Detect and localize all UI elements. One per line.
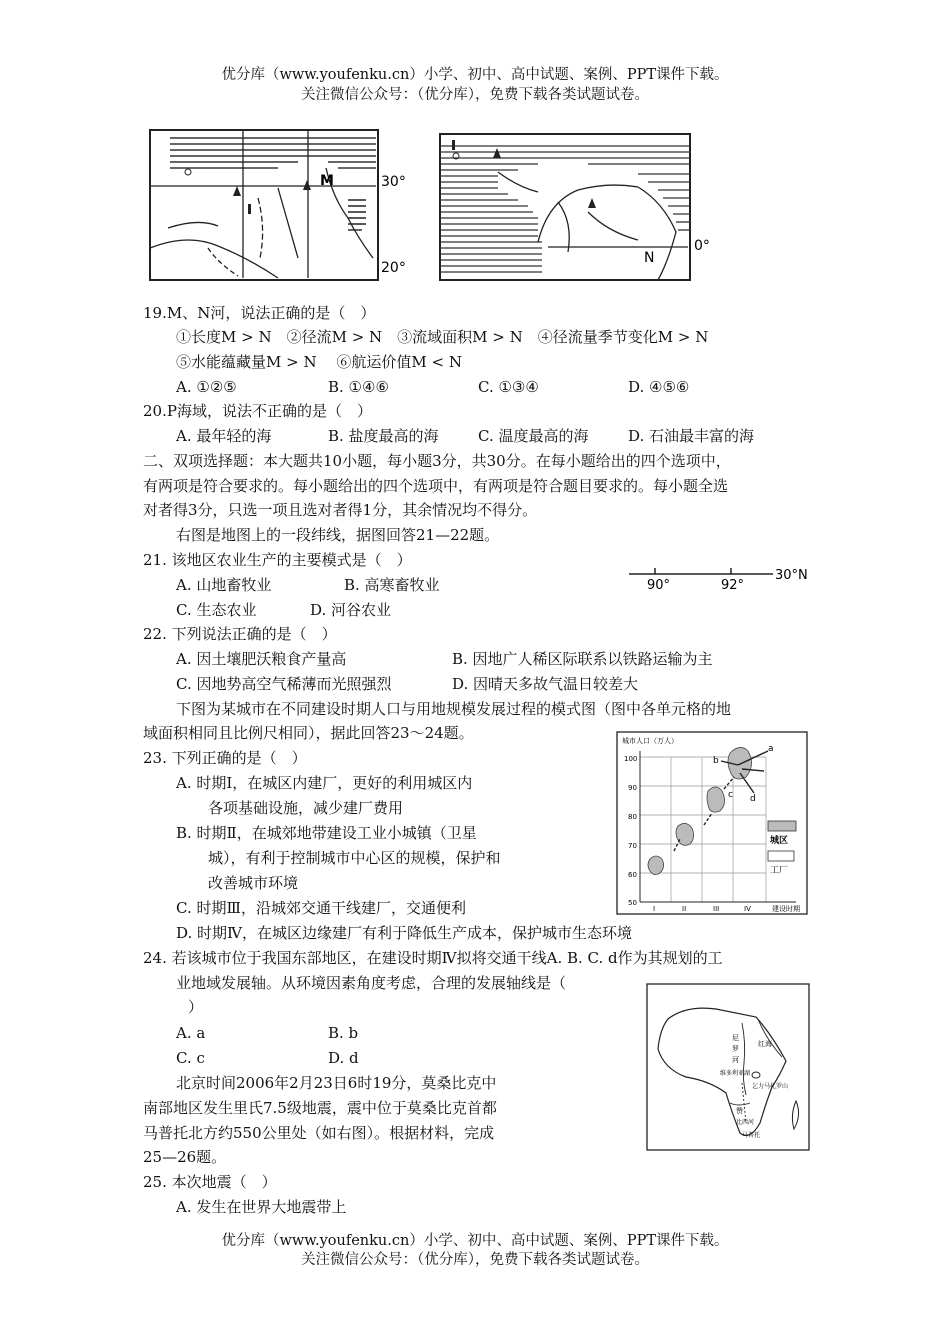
- chart-ytick: 50: [628, 899, 637, 907]
- africa-label-kilimanjaro: 乞力马扎罗山: [752, 1083, 789, 1090]
- page-footer-line2: 关注微信公众号：（优分库），免费下载各类试题试卷。: [301, 1252, 649, 1268]
- q24-stem-line1: 24. 若该城市位于我国东部地区，在建设时期Ⅳ拟将交通干线A. B. C. d作为其规划的工: [143, 949, 723, 967]
- africa-label-maputo: 马普托: [742, 1132, 761, 1139]
- legend-urban: 城区: [770, 836, 789, 846]
- q24-option-c: C. c: [176, 1049, 205, 1067]
- page-header-line1: 优分库（www.youfenku.cn）小学、初中、高中试题、案例、PPT课件下载。: [221, 67, 729, 83]
- chart-axis-b: b: [713, 756, 719, 766]
- q19-statements-2: ⑤水能蕴藏量M > N ⑥航运价值M < N: [176, 353, 462, 371]
- q19-option-b: B. ①④⑥: [328, 378, 389, 396]
- map-river-n: [438, 132, 726, 282]
- q21-option-c: C. 生态农业: [176, 601, 257, 619]
- legend-factory: 工厂: [770, 866, 789, 876]
- q22-option-a: A. 因土壤肥沃粮食产量高: [176, 650, 347, 668]
- chart-ytick: 70: [628, 842, 637, 850]
- q20-option-d: D. 石油最丰富的海: [628, 427, 755, 445]
- chart-xlabel: 建设时期: [772, 905, 800, 913]
- chart-xtick: II: [682, 905, 687, 913]
- map-lat-30: 30°: [381, 174, 406, 190]
- q23-stem: 23. 下列正确的是（ ）: [143, 749, 307, 767]
- africa-label-red-sea: 红海: [758, 1040, 772, 1048]
- intro23-line2: 域面积相同且比例尺相同），据此回答23～24题。: [143, 724, 474, 742]
- intro23-line1: 下图为某城市在不同建设时期人口与用地规模发展过程的模式图（图中各单元格的地: [176, 700, 732, 718]
- passage-line1: 北京时间2006年2月23日6时19分，莫桑比克中: [176, 1074, 497, 1092]
- africa-label-zambezi-1: 赞: [736, 1107, 743, 1115]
- q24-stem-line2: 业地域发展轴。从环境因素角度考虑，合理的发展轴线是（: [176, 974, 567, 992]
- chart-ytick: 60: [628, 871, 637, 879]
- map-river-m: [148, 128, 410, 284]
- q20-option-a: A. 最年轻的海: [176, 427, 272, 445]
- q19-option-a: A. ①②⑤: [176, 378, 237, 396]
- q23-option-b-line2: 城），有利于控制城市中心区的规模，保护和: [208, 849, 501, 867]
- q23-option-a-line1: A. 时期Ⅰ，在城区内建厂，更好的利用城区内: [176, 774, 473, 792]
- chart-ytick: 80: [628, 813, 637, 821]
- q19-statements-1: ①长度M > N ②径流M > N ③流域面积M > N ④径流量季节变化M > N: [176, 328, 709, 346]
- q20-option-c: C. 温度最高的海: [478, 427, 589, 445]
- q20-stem: 20.P海域，说法不正确的是（ ）: [143, 402, 372, 420]
- q21-option-b: B. 高寒畜牧业: [344, 576, 440, 594]
- section2-line2: 有两项是符合要求的。每小题给出的四个选项中，有两项是符合题目要求的。每小题全选: [143, 477, 729, 495]
- q19-option-c: C. ①③④: [478, 378, 539, 396]
- q23-option-b-line3: 改善城市环境: [208, 874, 299, 892]
- chart-axis-a: a: [768, 744, 774, 754]
- q25-stem: 25. 本次地震（ ）: [143, 1173, 277, 1191]
- passage-line4: 25—26题。: [143, 1148, 227, 1166]
- q19-option-d: D. ④⑤⑥: [628, 378, 690, 396]
- q24-option-b: B. b: [328, 1024, 359, 1042]
- q25-option-a: A. 发生在世界大地震带上: [176, 1198, 347, 1216]
- section2-intro: 右图是地图上的一段纬线，据图回答21—22题。: [176, 526, 500, 544]
- passage-line2: 南部地区发生里氏7.5级地震，震中位于莫桑比克首都: [143, 1099, 497, 1117]
- page-footer-line1: 优分库（www.youfenku.cn）小学、初中、高中试题、案例、PPT课件下载。: [221, 1233, 729, 1249]
- q22-option-d: D. 因晴天多故气温日较差大: [452, 675, 639, 693]
- q22-option-c: C. 因地势高空气稀薄而光照强烈: [176, 675, 392, 693]
- q22-option-b: B. 因地广人稀区际联系以铁路运输为主: [452, 650, 713, 668]
- q21-option-d: D. 河谷农业: [310, 601, 392, 619]
- city-development-chart: [616, 731, 808, 915]
- q23-option-a-line2: 各项基础设施，减少建厂费用: [208, 799, 404, 817]
- lat-label-92: 92°: [721, 578, 745, 592]
- q21-stem: 21. 该地区农业生产的主要模式是（ ）: [143, 551, 412, 569]
- chart-ytick: 100: [624, 755, 638, 763]
- q19-stem: 19.M、N河，说法正确的是（ ）: [143, 304, 376, 322]
- chart-xtick: IV: [744, 905, 751, 913]
- lat-label-30n: 30°N: [775, 568, 808, 583]
- lat-label-90: 90°: [647, 578, 671, 592]
- passage-line3: 马普托北方约550公里处（如右图）。根据材料，完成: [143, 1124, 495, 1142]
- q24-stem-line3: ）: [188, 998, 204, 1016]
- page-header-line2: 关注微信公众号：（优分库），免费下载各类试题试卷。: [301, 87, 649, 103]
- chart-axis-c: c: [728, 790, 733, 800]
- section2-line3: 对者得3分，只选一项且选对者得1分，其余情况均不得分。: [143, 501, 538, 519]
- chart-axis-d: d: [750, 794, 756, 804]
- chart-xtick: I: [653, 905, 656, 913]
- q23-option-b-line1: B. 时期Ⅱ，在城郊地带建设工业小城镇（卫星: [176, 824, 477, 842]
- map-lat-0: 0°: [694, 238, 710, 254]
- africa-label-victoria: 维多利亚湖: [720, 1070, 751, 1077]
- chart-ytick: 90: [628, 784, 637, 792]
- q20-option-b: B. 盐度最高的海: [328, 427, 439, 445]
- africa-label-ni: 尼: [732, 1034, 739, 1042]
- africa-label-zambezi-2: 比西河: [736, 1119, 755, 1126]
- chart-xtick: III: [713, 905, 720, 913]
- q24-option-a: A. a: [176, 1024, 206, 1042]
- map-label-n: N: [644, 250, 655, 266]
- q23-option-d: D. 时期Ⅳ，在城区边缘建厂有利于降低生产成本，保护城市生态环境: [176, 924, 633, 942]
- africa-label-he: 河: [732, 1056, 739, 1064]
- africa-label-luo: 罗: [732, 1045, 739, 1053]
- map-label-m: M: [320, 173, 334, 189]
- latitude-line-figure: [625, 562, 815, 592]
- chart-ylabel: 城市人口（万人）: [622, 737, 678, 745]
- q23-option-c: C. 时期Ⅲ，沿城郊交通干线建厂，交通便利: [176, 899, 466, 917]
- africa-map: [646, 983, 810, 1151]
- q24-option-d: D. d: [328, 1049, 359, 1067]
- q22-stem: 22. 下列说法正确的是（ ）: [143, 625, 337, 643]
- section2-line1: 二、双项选择题：本大题共10小题，每小题3分，共30分。在每小题给出的四个选项中，: [143, 452, 731, 470]
- q21-option-a: A. 山地畜牧业: [176, 576, 272, 594]
- map-lat-20: 20°: [381, 260, 406, 276]
